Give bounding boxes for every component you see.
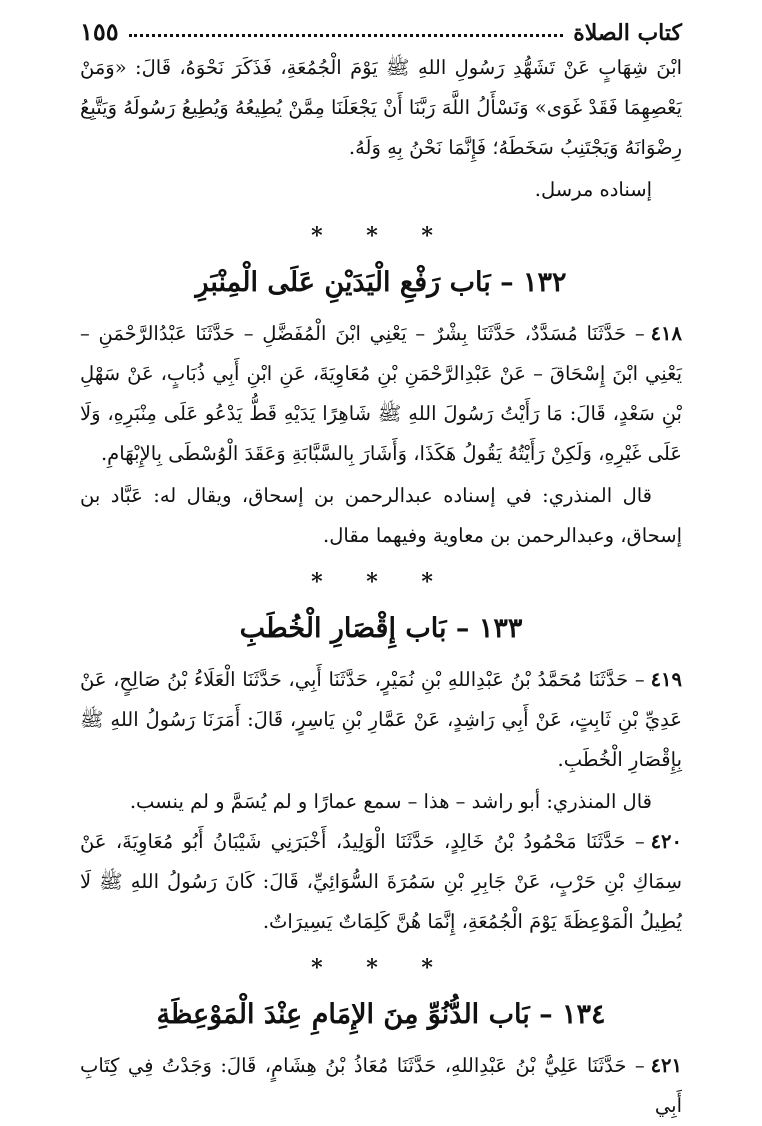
- continuation-note: إسناده مرسل.: [534, 178, 652, 201]
- book-title: كتاب الصلاة: [573, 20, 682, 46]
- hadith-420: [80, 822, 682, 942]
- hadith-number: ٤١٩: [650, 668, 682, 691]
- page-body: [80, 48, 682, 1126]
- header-dot-leader: [129, 34, 564, 37]
- hadith-text: – حَدَّثَنَا مُسَدَّدٌ، حَدَّثَنَا بِشْرٌ – يَعْنِي ابْنَ الْمُفَضَّلِ – حَدَّثَنَا عَبْدُالرَّحْمَنِ – يَعْنِي ابْنَ إِسْحَاقَ – عَنْ عَبْدِالرَّحْمَنِ بْنِ مُعَاوِيَةَ، عَنِ ابْنِ أَبِي ذُبَابٍ، عَنْ سَهْلِ بْنِ سَعْدٍ، قَالَ: مَا رَأَيْتُ رَسُولَ اللهِ ﷺ شَاهِرًا يَدَيْهِ قَطُّ يَدْعُو عَلَى مِنْبَرِهِ، وَلَا عَلَى غَيْرِهِ، وَلَكِنْ رَأَيْتُهُ يَقُولُ هَكَذَا، وَأَشَارَ بِالسَّبَّابَةِ وَعَقَدَ الْوُسْطَى بِالإِبْهَامِ.: [80, 322, 682, 465]
- chapter-132-note: قال المنذري: في إسناده عبدالرحمن بن إسحاق، ويقال له: عَبَّاد بن إسحاق، وعبدالرحمن بن معاوية وفيهما مقال.: [80, 484, 682, 547]
- chapter-title-133: ١٣٣ – بَاب إِقْصَارِ الْخُطَبِ: [239, 613, 523, 644]
- section-separator: * * *: [311, 569, 451, 595]
- continuation-text: ابْنَ شِهَابٍ عَنْ تَشَهُّدِ رَسُولِ اللهِ ﷺ يَوْمَ الْجُمُعَةِ، فَذَكَرَ نَحْوَهُ، قَالَ: «وَمَنْ يَعْصِهِمَا فَقَدْ غَوَى» وَنَسْأَلُ اللَّهَ رَبَّنَا أَنْ يَجْعَلَنَا مِمَّنْ يُطِيعُهُ وَيُطِيعُ رَسُولَهُ وَيَتَّبِعُ رِضْوَانَهُ وَيَجْتَنِبُ سَخَطَهُ؛ فَإِنَّمَا نَحْنُ بِهِ وَلَهُ.: [80, 56, 682, 159]
- running-header: [80, 6, 682, 46]
- hadith-419: [80, 660, 682, 780]
- hadith-number: ٤٢١: [650, 1054, 682, 1077]
- hadith-text: – حَدَّثَنَا عَلِيُّ بْنُ عَبْدِاللهِ، حَدَّثَنَا مُعَاذُ بْنُ هِشَامٍ، قَالَ: وَجَدْتُ فِي كِتَابِ أَبِي: [80, 1054, 682, 1117]
- hadith-number: ٤٢٠: [650, 830, 682, 853]
- section-separator: * * *: [311, 223, 451, 249]
- page-number: ١٥٥: [80, 17, 119, 46]
- section-separator: * * *: [311, 955, 451, 981]
- hadith-text: – حَدَّثَنَا مُحَمَّدُ بْنُ عَبْدِاللهِ بْنِ نُمَيْرٍ، حَدَّثَنَا أَبِي، حَدَّثَنَا الْعَلَاءُ بْنُ صَالِحٍ، عَنْ عَدِيِّ بْنِ ثَابِتٍ، عَنْ أَبِي رَاشِدٍ، عَنْ عَمَّارِ بْنِ يَاسِرٍ، قَالَ: أَمَرَنَا رَسُولُ اللهِ ﷺ بِإِقْصَارِ الْخُطَبِ.: [80, 668, 682, 771]
- chapter-title-134: ١٣٤ – بَاب الدُّنُوِّ مِنَ الإِمَامِ عِنْدَ الْمَوْعِظَةِ: [156, 999, 606, 1030]
- hadith-418: [80, 314, 682, 474]
- chapter-title-132: ١٣٢ – بَاب رَفْعِ الْيَدَيْنِ عَلَى الْمِنْبَرِ: [195, 267, 567, 298]
- hadith-421: [80, 1046, 682, 1126]
- hadith-text: – حَدَّثَنَا مَحْمُودُ بْنُ خَالِدٍ، حَدَّثَنَا الْوَلِيدُ، أَخْبَرَنِي شَيْبَانُ أَبُو مُعَاوِيَةَ، عَنْ سِمَاكِ بْنِ حَرْبٍ، عَنْ جَابِرِ بْنِ سَمُرَةَ السُّوَائِيِّ، قَالَ: كَانَ رَسُولُ اللهِ ﷺ لَا يُطِيلُ الْمَوْعِظَةَ يَوْمَ الْجُمُعَةِ، إِنَّمَا هُنَّ كَلِمَاتٌ يَسِيرَاتٌ.: [80, 830, 682, 933]
- hadith-number: ٤١٨: [650, 322, 682, 345]
- hadith-419-note: قال المنذري: أبو راشد – هذا – سمع عمارًا و لم يُسَمَّ و لم ينسب.: [129, 790, 652, 813]
